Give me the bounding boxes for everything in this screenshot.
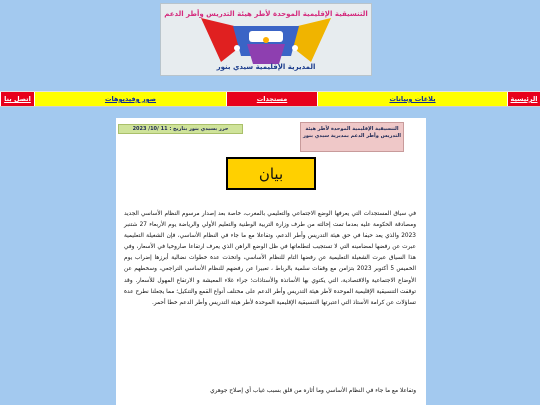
statement-heading-frame <box>226 157 316 190</box>
banner-title-top: التنسيقية الإقليمية الموحدة لأطر هيئة التدريس وأطر الدعم <box>164 10 368 18</box>
date-line: حرر بسيدي بنور بتاريخ : 11 /10/ 2023 <box>118 124 243 134</box>
statement-heading: بيان <box>228 159 314 188</box>
statement-paragraph-2: وتفاعلا مع ما جاء في النظام الأساسي وما أثاره من قلق بسبب غياب أي إصلاح جوهري <box>210 388 416 394</box>
nav-item-statements[interactable]: بلاغات وبيانات <box>317 92 507 106</box>
content-panel <box>116 118 426 405</box>
org-header-box: التنسيقية الإقليمية الموحدة لأطر هيئة التدريس وأطر الدعم بمديرية سيدي بنور <box>300 122 404 152</box>
banner-title-bottom: المديرية الإقليمية سيدي بنور <box>216 63 316 71</box>
nav-item-news[interactable]: مستجدات <box>226 92 317 106</box>
nav-item-media[interactable]: صور وفيديوهات <box>34 92 226 106</box>
nav-item-contact[interactable]: اتصل بنا <box>0 92 34 106</box>
nav-item-home[interactable]: الرئيسية <box>507 92 540 106</box>
statement-paragraph-1: في سياق المستجدات التي يعرفها الوضع الاجتماعي والتعليمي بالمغرب، خاصة بعد إصدار مرسوم النظام الأساسي الجديد ومصادقة الحكومة عليه بعدما تمت إحالته من طرف وزارة التربية الوطنية والتعليم الأولي والرياضة يوم الأربعاء 27 شتنبر 2023 والذي يعد حيفا في حق هيئة التدريس وأطر الدعم، وتفاعلا مع ما جاء في النظام الأساسي، فإن الشغيلة التعليمية عبرت عن رفضها لمضامينه التي لا تستجيب لتطلعاتها في ظل الوضع الراهن الذي يعرف ارتفاعا صاروخيا في الأسعار، وفي هذا السياق عبرت الشغيلة التعليمية عن رفضها التام للنظام الأساسي، واتخذت عدة خطوات نضالية أبرزها إضراب يوم الخميس 5 أكتوبر 2023 بتزامن مع وقفات سلمية بالرباط ، تعبيرا عن رفضهم للنظام الأساسي التراجعي، وسخطهم عن الأوضاع الاجتماعية والاقتصادية، التي يكتوي بها الأساتذة والأستاذات؛ جراء غلاء المعيشة و الارتفاع المهول للأسعار. وقد توقفت التنسيقية الإقليمية الموحدة لأطر هيئة التدريس وأطر الدعم على مختلف أنواع القمع والتنكيل؛ مما يجعلنا نطرح عدة تساؤلات عن كرامة الأستاذ التي اعتبرتها التنسيقية الإقليمية الموحدة لأطر هيئة التدريس وأطر الدعم خطا أحمر. <box>124 211 416 306</box>
main-nav <box>0 91 540 107</box>
header-banner <box>160 3 372 76</box>
